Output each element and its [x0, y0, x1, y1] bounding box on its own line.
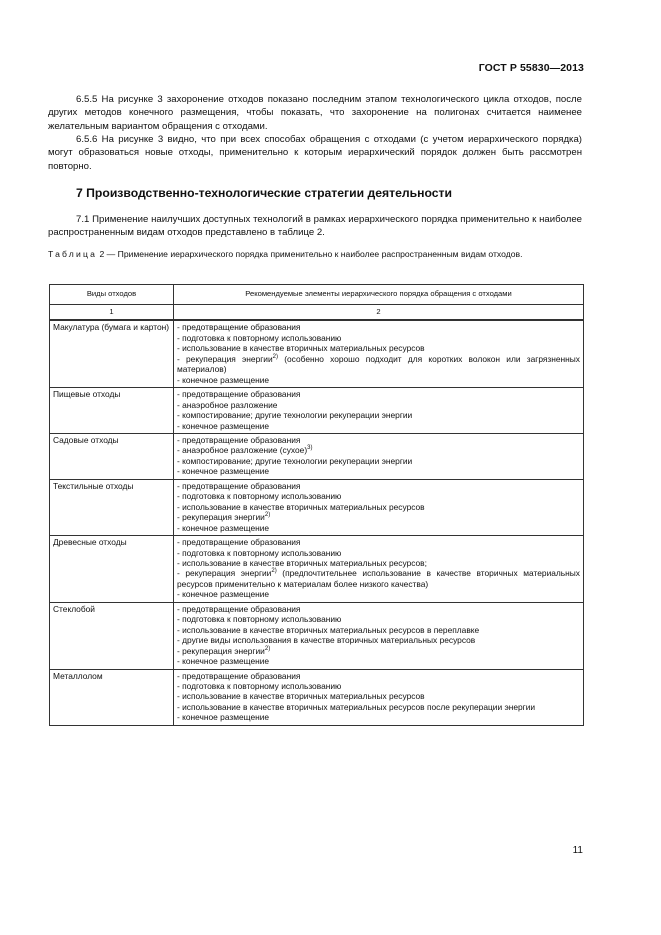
recommendation-item: - рекуперация энергии$^{2)}$	[177, 645, 271, 656]
section-title: 7 Производственно-технологические стратегии деятельности	[76, 186, 452, 200]
recommendation-item: - конечное размещение	[177, 522, 270, 533]
recommendation-item: - конечное размещение	[177, 420, 270, 431]
recommendations-cell	[174, 320, 584, 387]
column-number-1: 1	[50, 305, 174, 321]
recommendation-item: - подготовка к повторному использованию	[177, 614, 342, 625]
recommendation-item: - рекуперация энергии$^{2)}$ (особенно хорошо подходит для коротких волокон или загрязненных материалов)	[177, 353, 580, 375]
waste-kind-cell: Металлолом	[50, 669, 174, 725]
waste-kind-cell: Текстильные отходы	[50, 479, 174, 535]
paragraph-6-5-6: 6.5.6 На рисунке 3 видно, что при всех способах обращения с отходами (с учетом иерархического порядка) могут образоваться новые отходы, применительно к которым иерархический порядок должен быть рассмотрен повторно.	[48, 134, 582, 172]
table-row	[50, 602, 584, 669]
waste-kind-cell: Пищевые отходы	[50, 388, 174, 434]
recommendation-item: - подготовка к повторному использованию	[177, 680, 342, 691]
recommendation-item: - предотвращение образования	[177, 389, 301, 400]
recommendation-item: - подготовка к повторному использованию	[177, 332, 342, 343]
waste-kind-cell: Макулатура (бумага и картон)	[50, 320, 174, 387]
column-number-2: 2	[174, 305, 584, 321]
recommendation-item: - подготовка к повторному использованию	[177, 491, 342, 502]
recommendations-cell	[174, 388, 584, 434]
waste-kind-cell: Древесные отходы	[50, 536, 174, 603]
table-caption-label: Таблица	[48, 249, 98, 259]
recommendation-item: - использование в качестве вторичных материальных ресурсов	[177, 691, 425, 702]
paragraph-7-1: 7.1 Применение наилучших доступных технологий в рамках иерархического порядка применительно к наиболее распространенным видам отходов представлено в таблице 2.	[48, 214, 582, 239]
recommendation-item: - предотвращение образования	[177, 322, 301, 333]
recommendation-item: - использование в качестве вторичных материальных ресурсов в переплавке	[177, 624, 480, 635]
table-caption-text: 2 — Применение иерархического порядка применительно к наиболее распространенным видам отходов.	[97, 249, 523, 259]
recommendation-item: - анаэробное разложение (сухое)$^{3)}$	[177, 445, 313, 456]
recommendation-item: - конечное размещение	[177, 712, 270, 723]
column-header-kind: Виды отходов	[50, 285, 174, 305]
waste-kind-cell: Садовые отходы	[50, 433, 174, 479]
page-number: 11	[572, 845, 583, 856]
recommendation-item: - конечное размещение	[177, 656, 270, 667]
recommendation-item: - предотвращение образования	[177, 537, 301, 548]
column-header-recommendations: Рекомендуемые элементы иерархического порядка обращения с отходами	[174, 285, 584, 305]
recommendations-cell	[174, 536, 584, 603]
recommendations-cell	[174, 433, 584, 479]
table-row	[50, 388, 584, 434]
waste-kind-cell: Стеклобой	[50, 602, 174, 669]
recommendation-item: - анаэробное разложение	[177, 399, 278, 410]
recommendation-item: - конечное размещение	[177, 589, 270, 600]
table-row	[50, 320, 584, 387]
recommendation-item: - рекуперация энергии$^{2)}$ (предпочтительнее использование в качестве вторичных материальных ресурсов применительно к материалам более низкого качества)	[177, 568, 580, 589]
recommendation-item: - использование в качестве вторичных материальных ресурсов	[177, 501, 425, 512]
recommendations-cell	[174, 602, 584, 669]
recommendation-item: - предотвращение образования	[177, 434, 301, 445]
recommendation-item: - использование в качестве вторичных материальных ресурсов после рекуперации энергии	[177, 701, 536, 712]
table-caption	[48, 249, 583, 261]
table-row	[50, 669, 584, 725]
paragraph-6-5-5: 6.5.5 На рисунке 3 захоронение отходов показано последним этапом технологического цикла отходов, после других методов конечного размещения, чтобы показать, что захоронение на полигонах считается наименее желательным вариантом обращения с отходами.	[48, 94, 582, 132]
recommendations-cell	[174, 479, 584, 535]
recommendation-item: - компостирование; другие технологии рекуперации энергии	[177, 410, 413, 421]
recommendation-item: - подготовка к повторному использованию	[177, 547, 342, 558]
table-row	[50, 536, 584, 603]
recommendation-item: - предотвращение образования	[177, 480, 301, 491]
recommendation-item: - другие виды использования в качестве вторичных материальных ресурсов	[177, 635, 476, 646]
recommendation-item: - предотвращение образования	[177, 670, 301, 681]
waste-hierarchy-table	[49, 284, 584, 726]
recommendations-cell	[174, 669, 584, 725]
table-row	[50, 479, 584, 535]
recommendation-item: - компостирование; другие технологии рекуперации энергии	[177, 455, 413, 466]
recommendation-item: - предотвращение образования	[177, 603, 301, 614]
table-row	[50, 433, 584, 479]
recommendation-item: - конечное размещение	[177, 374, 270, 385]
recommendation-item: - рекуперация энергии$^{2)}$	[177, 512, 271, 523]
recommendation-item: - использование в качестве вторичных материальных ресурсов	[177, 343, 425, 354]
recommendation-item: - конечное размещение	[177, 466, 270, 477]
document-code: ГОСТ Р 55830—2013	[478, 62, 584, 74]
recommendation-item: - использование в качестве вторичных материальных ресурсов;	[177, 557, 427, 568]
